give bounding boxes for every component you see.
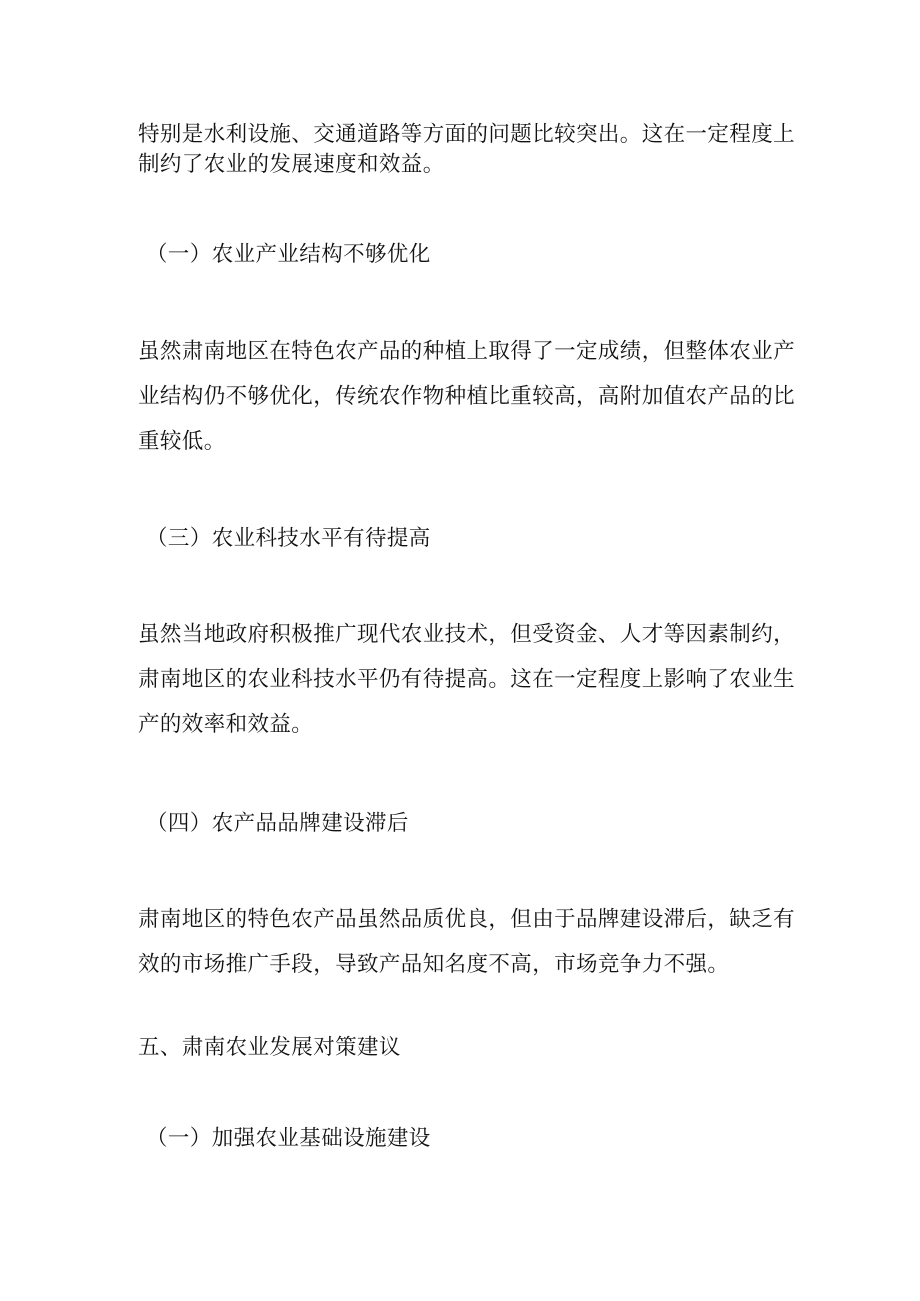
paragraph-line: 业结构仍不够优化，传统农作物种植比重较高，高附加值农产品的比 xyxy=(138,384,796,409)
section-title-recommendations: 五、肃南农业发展对策建议 xyxy=(138,1035,401,1060)
paragraph-line: 特别是水利设施、交通道路等方面的问题比较突出。这在一定程度上 xyxy=(138,122,796,147)
paragraph-line: 虽然当地政府积极推广现代农业技术，但受资金、人才等因素制约， xyxy=(138,622,796,647)
paragraph-line: 虽然肃南地区在特色农产品的种植上取得了一定成绩，但整体农业产 xyxy=(138,339,796,364)
paragraph-line: 肃南地区的特色农产品虽然品质优良，但由于品牌建设滞后，缺乏有 xyxy=(138,907,796,932)
subheading-infrastructure: （一）加强农业基础设施建设 xyxy=(146,1126,431,1151)
paragraph-line: 制约了农业的发展速度和效益。 xyxy=(138,152,445,177)
paragraph-line: 产的效率和效益。 xyxy=(138,712,314,737)
subheading-brand-building: （四）农产品品牌建设滞后 xyxy=(146,811,409,836)
paragraph-line: 效的市场推广手段，导致产品知名度不高，市场竞争力不强。 xyxy=(138,952,730,977)
subheading-industry-structure: （一）农业产业结构不够优化 xyxy=(146,242,431,267)
paragraph-line: 重较低。 xyxy=(138,429,226,454)
subheading-tech-level: （三）农业科技水平有待提高 xyxy=(146,526,431,551)
paragraph-line: 肃南地区的农业科技水平仍有待提高。这在一定程度上影响了农业生 xyxy=(138,667,796,692)
